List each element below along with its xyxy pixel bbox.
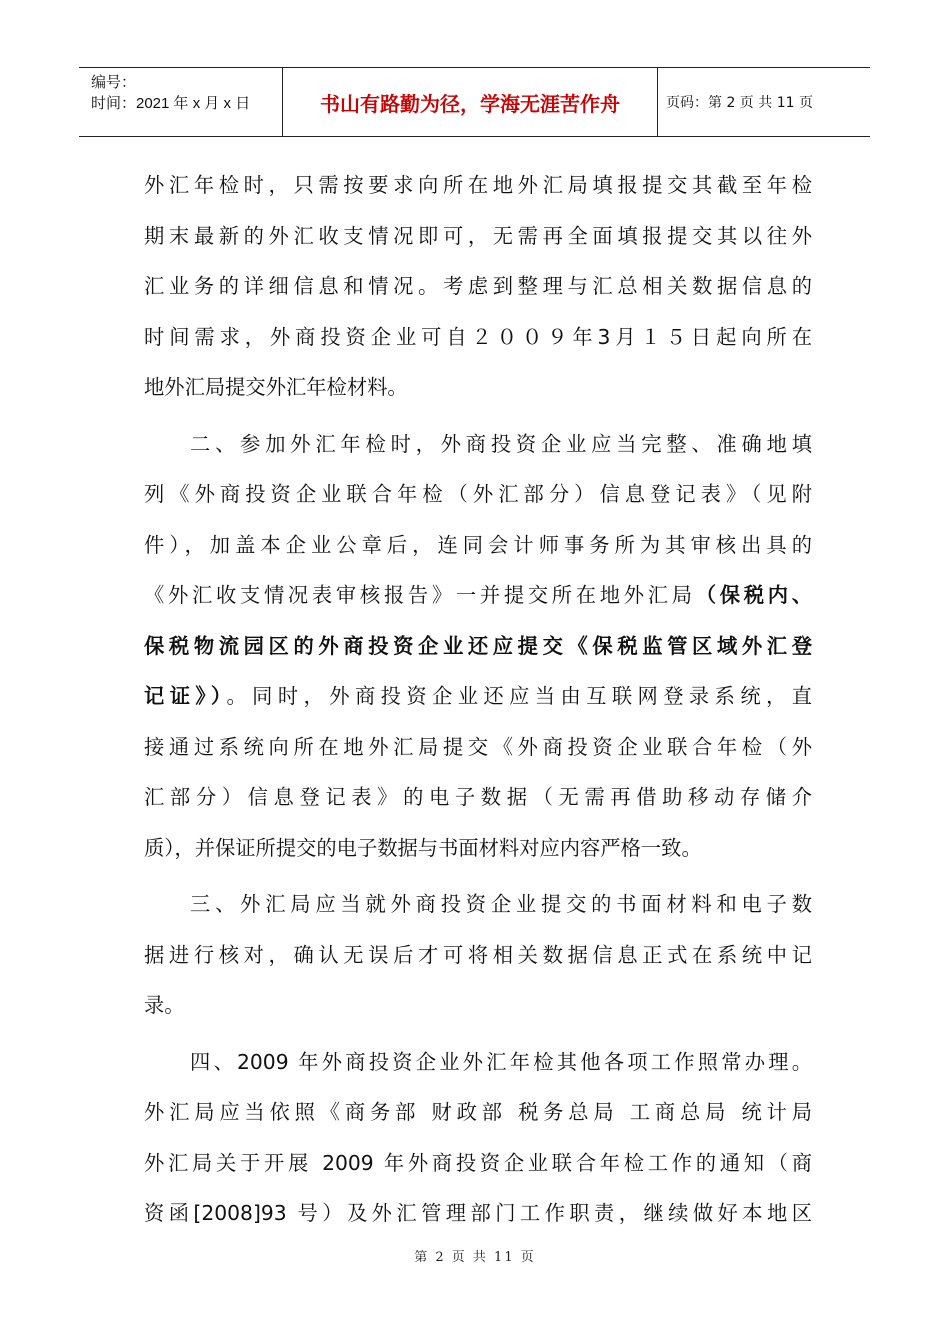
document-time-label: 时间：2021 年 x 月 x 日 [91,95,251,112]
bold-note: （保税内、 [695,583,812,607]
body-text: 。同时，外商投资企业还应当由互联网登录系统，直 [226,684,812,708]
body-line: 据进行核对，确认无误后才可将相关数据信息正式在系统中记 [144,942,812,967]
paragraph-4-start: 四、2009 年外商投资企业外汇年检其他各项工作照常办理。 [190,1049,812,1074]
body-line: 资函[2008]93 号）及外汇管理部门工作职责，继续做好本地区 [144,1201,812,1225]
body-line: 汇部分）信息登记表》的电子数据（无需再借助移动存储介 [144,785,812,809]
document-body [144,160,812,1239]
header-page-info: 页码：第 2 页 共 11 页 [666,95,813,111]
header-motto: 书山有路勤为径，学海无涯苦作舟 [283,68,658,136]
body-line: 外汇局应当依照《商务部 财政部 税务总局 工商总局 统计局 [144,1100,812,1124]
body-line: 外汇年检时，只需按要求向所在地外汇局填报提交其截至年检 [144,173,812,197]
bold-note-line: 保税物流园区的外商投资企业还应提交《保税监管区域外汇登 [144,633,812,658]
body-line [144,671,812,722]
body-line: 质），并保证所提交的电子数据与书面材料对应内容严格一致。 [144,835,702,860]
body-line: 件），加盖本企业公章后，连同会计师事务所为其审核出具的 [144,532,812,557]
body-line: 期末最新的外汇收支情况即可，无需再全面填报提交其以往外 [144,223,812,248]
paragraph-2-start: 二、参加外汇年检时，外商投资企业应当完整、准确地填 [190,431,812,456]
document-number-label: 编号： [91,74,137,91]
body-line: 录。 [144,993,185,1017]
body-text: 《外汇收支情况表审核报告》一并提交所在地外汇局 [144,583,696,607]
page-footer: 第 2 页 共 11 页 [414,1250,536,1265]
body-line: 汇业务的详细信息和情况。考虑到整理与汇总相关数据信息的 [144,274,812,298]
body-line: 接通过系统向所在地外汇局提交《外商投资企业联合年检（外 [144,734,812,759]
body-line: 地外汇局提交外汇年检材料。 [144,375,408,399]
paragraph-3-start: 三、外汇局应当就外商投资企业提交的书面材料和电子数 [190,892,812,916]
bold-note: 记证》） [144,684,227,708]
page-header [79,67,870,137]
body-line: 列《外商投资企业联合年检（外汇部分）信息登记表》（见附 [144,482,812,506]
body-line [144,570,812,621]
body-line: 时间需求，外商投资企业可自２００９年3月１５日起向所在 [144,324,812,349]
header-meta [79,68,283,136]
body-line: 外汇局关于开展 2009 年外商投资企业联合年检工作的通知（商 [144,1150,812,1175]
